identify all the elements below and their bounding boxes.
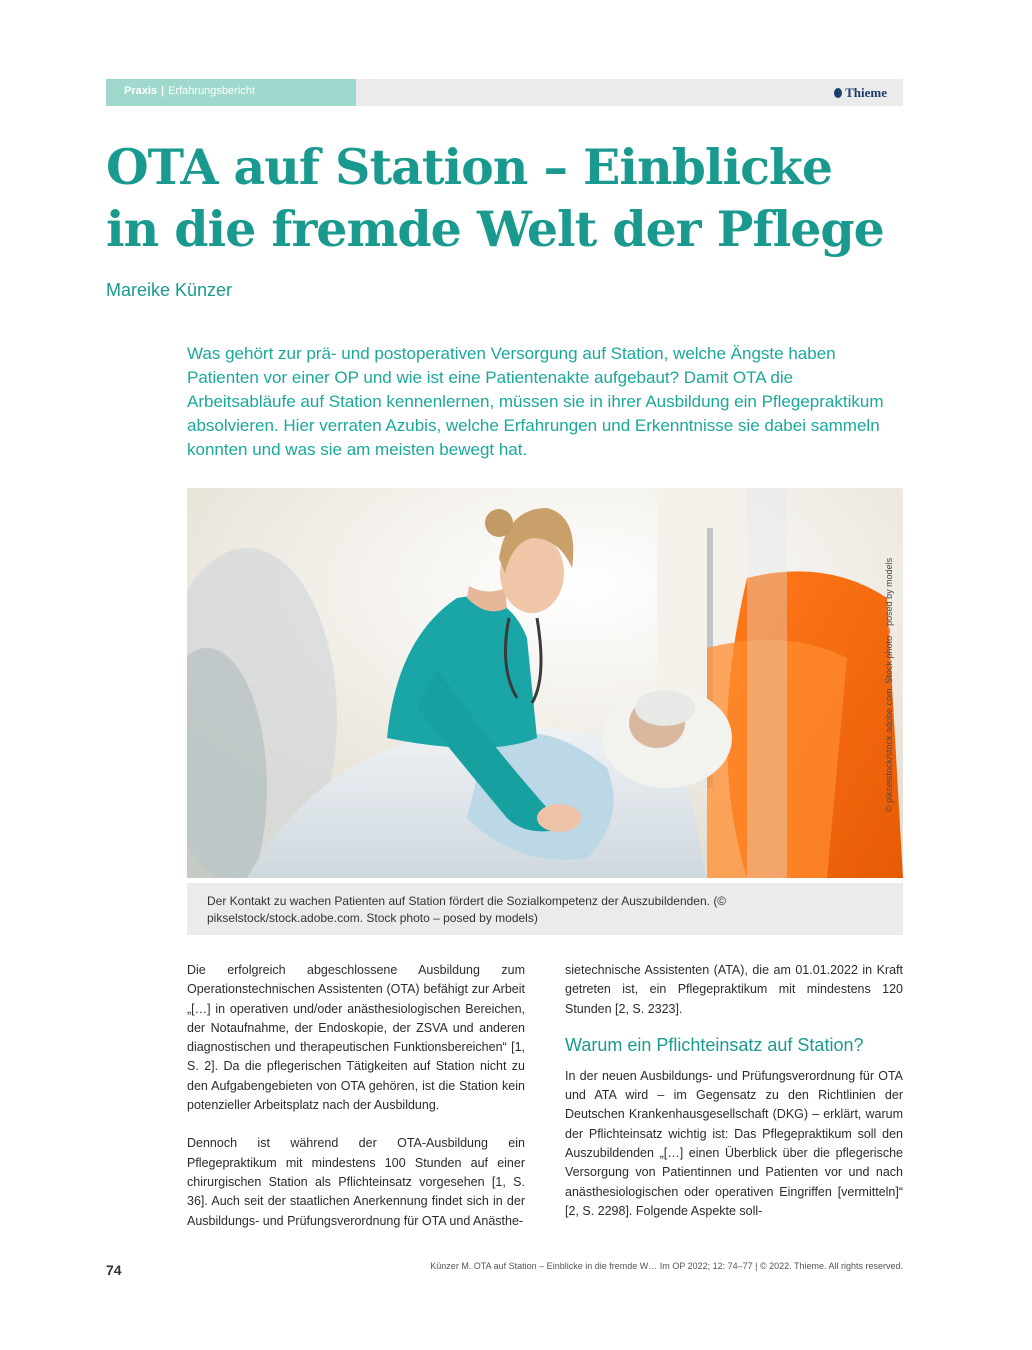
body-paragraph: sietechnische Assistenten (ATA), die am 01.01.2022 in Kraft getreten ist, ein Pflegepraktikum mit mindestens 120 Stunden [2, S. 2323]. xyxy=(565,963,903,1016)
article-title xyxy=(106,136,906,260)
section-separator: | xyxy=(161,85,165,97)
footer-citation: Künzer M. OTA auf Station – Einblicke in die fremde W… Im OP 2022; 12: 74–77 | © 2022. Thieme. All rights reserved. xyxy=(430,1261,903,1271)
body-paragraph: In der neuen Ausbildungs- und Prüfungsverordnung für OTA und ATA wird – im Gegensatz zu den Richtlinien der Deutschen Krankenhausgesellschaft (DKG) – erklärt, warum der Pflichteinsatz wichtig ist: Das Pflegepraktikum soll den Auszubildenden „[…] einen Überblick über die pflegerische Versorgung von Patientinnen und Patienten vor und nach anästhesiologischen oder operativen Eingriffen [vermitteln]“ [2, S. 2298]. Folgende Aspekte soll- xyxy=(565,1068,903,1218)
photo-credit-text: © pikselstock/stock.adobe.com. Stock photo – posed by models xyxy=(884,557,894,813)
section-label: Praxis xyxy=(124,85,158,97)
lead-paragraph: Was gehört zur prä- und postoperativen Versorgung auf Station, welche Ängste haben Patienten vor einer OP und wie ist eine Patientenakte aufgebaut? Damit OTA die Arbeitsabläufe auf Station kennenlernen, müssen sie in ihrer Ausbildung ein Pflegepraktikum absolvieren. Hier verraten Azubis, welche Erfahrungen und Erkenntnisse sie dabei sammeln konnten und was sie am meisten bewegt hat. xyxy=(187,344,884,459)
page-number: 74 xyxy=(106,1262,122,1278)
body-paragraph: Die erfolgreich abgeschlossene Ausbildung zum Operationstechnischen Assistenten (OTA) befähigt zur Arbeit „[…] in operativen und/oder anästhesiologischen Bereichen, der Notaufnahme, der Endoskopie, der ZSVA und anderen diagnostischen und therapeutischen Funktionsbereichen“ [1, S. 2]. Da die pflegerischen Tätigkeiten auf Station nicht zu den Aufgabengebieten von OTA gehören, ist die Station kein potenzieller Arbeitsplatz nach der Ausbildung. xyxy=(187,963,525,1113)
publisher-logo xyxy=(834,79,887,106)
title-line-1: OTA auf Station – Einblicke xyxy=(106,138,833,196)
thieme-logo-icon xyxy=(834,88,842,98)
author: Mareike Künzer xyxy=(106,280,233,300)
article-photo xyxy=(187,488,903,878)
body-column-left xyxy=(187,961,525,1231)
title-line-2: in die fremde Welt der Pflege xyxy=(106,200,884,258)
photo-credit xyxy=(879,500,899,870)
subsection-label: Erfahrungsbericht xyxy=(168,85,255,97)
body-column-right xyxy=(565,961,903,1221)
section-heading: Warum ein Pflichteinsatz auf Station? xyxy=(565,1034,864,1055)
publisher-name: Thieme xyxy=(845,85,887,100)
nurse-patient-illustration xyxy=(187,488,903,878)
figure-caption: Der Kontakt zu wachen Patienten auf Station fördert die Sozialkompetenz der Auszubildenden. (© pikselstock/stock.adobe.com. Stock photo – posed by models) xyxy=(187,883,903,935)
body-paragraph: Dennoch ist während der OTA-Ausbildung ein Pflegepraktikum mit mindestens 100 Stunden auf einer chirurgischen Station als Pflichteinsatz vorgesehen [1, S. 36]. Auch seit der staatlichen Anerkennung findet sich in der Ausbildungs- und Prüfungsverordnung für OTA und Anästhe- xyxy=(187,1136,525,1228)
header-bar xyxy=(106,79,903,106)
section-tag xyxy=(106,79,356,106)
